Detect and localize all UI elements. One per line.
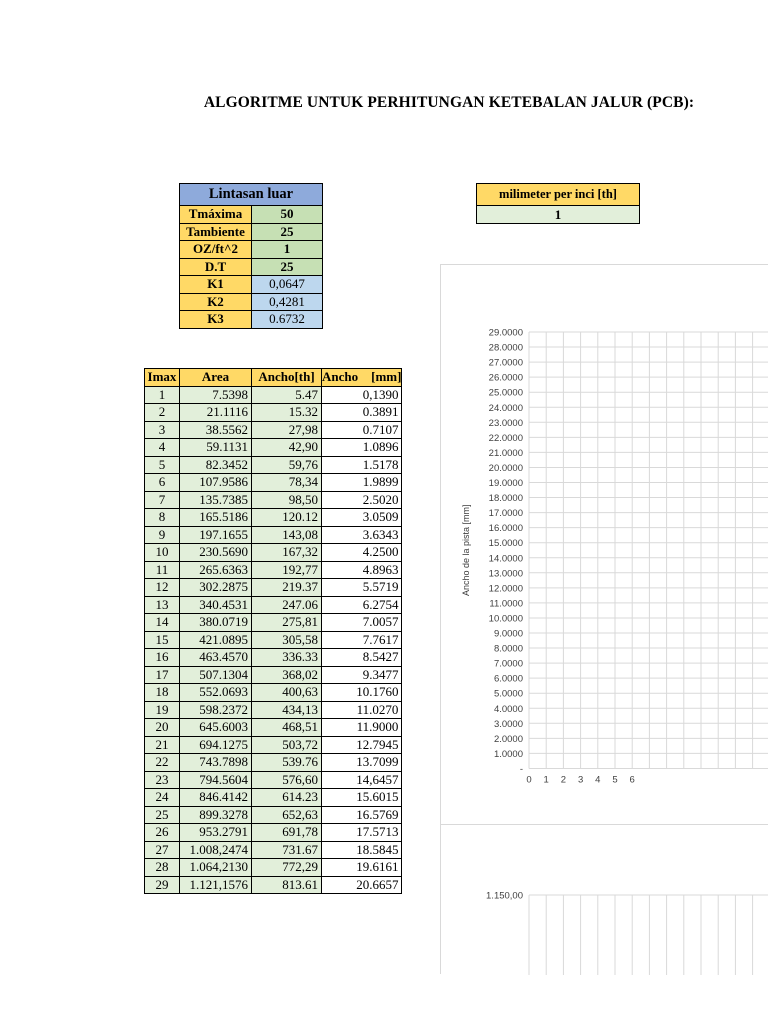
x-tick-label: 0 — [526, 774, 532, 786]
x-tick-label: 1 — [543, 774, 549, 786]
ancho-mm-cell[interactable]: 9.3477 — [322, 666, 402, 684]
table-row — [145, 841, 402, 859]
table-row — [145, 509, 402, 527]
chart-panel-width[interactable] — [440, 264, 768, 824]
param-label: K2 — [180, 293, 252, 311]
y-tick-label: 26.0000 — [488, 372, 523, 384]
ancho-th-cell[interactable]: 247.06 — [252, 596, 322, 614]
area-cell[interactable]: 1.064,2130 — [180, 859, 252, 877]
y-tick-label: 6.0000 — [493, 673, 523, 685]
param-row — [180, 276, 323, 294]
area-cell[interactable]: 1.008,2474 — [180, 841, 252, 859]
area-chart — [441, 825, 768, 975]
y-tick-label: 1.150,00 — [486, 890, 523, 902]
table-row — [145, 859, 402, 877]
y-tick-label: - — [519, 763, 523, 775]
area-cell[interactable]: 645.6003 — [180, 719, 252, 737]
ancho-mm-cell[interactable]: 13.7099 — [322, 754, 402, 772]
y-tick-label: 12.0000 — [488, 583, 523, 595]
param-value[interactable]: 25 — [252, 223, 323, 241]
area-cell[interactable]: 38.5562 — [180, 421, 252, 439]
param-value[interactable]: 1 — [252, 241, 323, 259]
table-row — [145, 439, 402, 457]
param-label: Tmáxima — [180, 206, 252, 224]
y-tick-label: 2.0000 — [493, 733, 523, 745]
table-row — [145, 526, 402, 544]
area-cell[interactable]: 7.5398 — [180, 386, 252, 404]
table-row — [145, 719, 402, 737]
ancho-mm-cell[interactable]: 1.9899 — [322, 474, 402, 492]
y-tick-label: 23.0000 — [488, 417, 523, 429]
ancho-mm-cell[interactable]: 11.9000 — [322, 719, 402, 737]
param-value[interactable]: 0,4281 — [252, 293, 323, 311]
ancho-mm-cell[interactable]: 3.6343 — [322, 526, 402, 544]
imax-cell[interactable]: 11 — [145, 561, 180, 579]
ancho-mm-cell[interactable]: 4.2500 — [322, 544, 402, 562]
table-row — [145, 474, 402, 492]
ancho-th-cell[interactable]: 614.23 — [252, 789, 322, 807]
area-cell[interactable]: 135.7385 — [180, 491, 252, 509]
y-tick-label: 1.0000 — [493, 748, 523, 760]
imax-cell[interactable]: 22 — [145, 754, 180, 772]
y-tick-label: 25.0000 — [488, 387, 523, 399]
imax-cell[interactable]: 14 — [145, 614, 180, 632]
mil-per-inch-value[interactable]: 1 — [477, 206, 640, 224]
imax-cell[interactable]: 24 — [145, 789, 180, 807]
y-tick-label: 14.0000 — [488, 553, 523, 565]
imax-cell[interactable]: 28 — [145, 859, 180, 877]
col-header-ancho-mm: Ancho [mm] — [322, 369, 402, 385]
table-row — [145, 579, 402, 597]
imax-cell[interactable]: 27 — [145, 841, 180, 859]
x-tick-label: 4 — [595, 774, 601, 786]
y-tick-label: 7.0000 — [493, 658, 523, 670]
imax-cell[interactable]: 2 — [145, 404, 180, 422]
y-tick-label: 29.0000 — [488, 327, 523, 339]
table-row — [145, 491, 402, 509]
ancho-mm-cell[interactable]: 15.6015 — [322, 789, 402, 807]
ancho-th-cell[interactable]: 576,60 — [252, 771, 322, 789]
imax-cell[interactable]: 1 — [145, 386, 180, 404]
table-row — [145, 386, 402, 404]
y-tick-label: 4.0000 — [493, 703, 523, 715]
ancho-th-cell[interactable]: 59,76 — [252, 456, 322, 474]
ancho-th-cell[interactable]: 120.12 — [252, 509, 322, 527]
table-row — [145, 824, 402, 842]
ancho-mm-cell[interactable]: 7.0057 — [322, 614, 402, 632]
table-row — [145, 666, 402, 684]
param-row — [180, 223, 323, 241]
imax-cell[interactable]: 5 — [145, 456, 180, 474]
imax-cell[interactable]: 23 — [145, 771, 180, 789]
imax-cell[interactable]: 12 — [145, 579, 180, 597]
trace-width-chart — [441, 265, 768, 825]
area-cell[interactable]: 552.0693 — [180, 684, 252, 702]
ancho-th-cell[interactable]: 368,02 — [252, 666, 322, 684]
param-row — [180, 241, 323, 259]
param-value[interactable]: 25 — [252, 258, 323, 276]
param-label: K3 — [180, 311, 252, 329]
area-cell[interactable]: 302.2875 — [180, 579, 252, 597]
y-tick-label: 13.0000 — [488, 568, 523, 580]
mil-per-inch-table — [476, 183, 640, 224]
x-tick-label: 2 — [560, 774, 567, 786]
area-cell[interactable]: 380.0719 — [180, 614, 252, 632]
ancho-mm-cell[interactable]: 3.0509 — [322, 509, 402, 527]
ancho-mm-cell[interactable]: 12.7945 — [322, 736, 402, 754]
ancho-th-cell[interactable]: 400,63 — [252, 684, 322, 702]
y-tick-label: 5.0000 — [493, 688, 523, 700]
table-row — [145, 684, 402, 702]
ancho-th-cell[interactable]: 143,08 — [252, 526, 322, 544]
mil-per-inch-header: milimeter per inci [th] — [477, 184, 640, 206]
param-value[interactable]: 0.6732 — [252, 311, 323, 329]
table-row — [145, 649, 402, 667]
y-tick-label: 20.0000 — [488, 462, 523, 474]
y-tick-label: 17.0000 — [488, 508, 523, 520]
ancho-th-cell[interactable]: 772,29 — [252, 859, 322, 877]
col-header-imax: Imax — [145, 369, 180, 387]
area-cell[interactable]: 1.121,1576 — [180, 876, 252, 894]
area-cell[interactable]: 598.2372 — [180, 701, 252, 719]
ancho-mm-cell[interactable]: 10.1760 — [322, 684, 402, 702]
ancho-mm-cell[interactable]: 8.5427 — [322, 649, 402, 667]
ancho-th-cell[interactable]: 15.32 — [252, 404, 322, 422]
area-cell[interactable]: 953.2791 — [180, 824, 252, 842]
area-cell[interactable]: 197.1655 — [180, 526, 252, 544]
table-row — [145, 789, 402, 807]
table-row — [145, 456, 402, 474]
table-row — [145, 614, 402, 632]
table-row — [145, 736, 402, 754]
ancho-mm-cell[interactable]: 19.6161 — [322, 859, 402, 877]
imax-cell[interactable]: 8 — [145, 509, 180, 527]
imax-cell[interactable]: 10 — [145, 544, 180, 562]
imax-cell[interactable]: 25 — [145, 806, 180, 824]
x-tick-label: 6 — [629, 774, 635, 786]
y-tick-label: 24.0000 — [488, 402, 523, 414]
ancho-mm-cell[interactable]: 0,1390 — [322, 386, 402, 404]
ancho-th-cell[interactable]: 42,90 — [252, 439, 322, 457]
imax-cell[interactable]: 16 — [145, 649, 180, 667]
y-tick-label: 27.0000 — [488, 357, 523, 369]
ancho-mm-cell[interactable]: 20.6657 — [322, 876, 402, 894]
area-cell[interactable]: 694.1275 — [180, 736, 252, 754]
y-axis-label: Ancho de la pista [mm] — [461, 504, 471, 596]
ancho-th-cell[interactable]: 539.76 — [252, 754, 322, 772]
area-cell[interactable]: 230.5690 — [180, 544, 252, 562]
y-tick-label: 28.0000 — [488, 342, 523, 354]
ancho-mm-cell[interactable]: 2.5020 — [322, 491, 402, 509]
x-tick-label: 3 — [577, 774, 584, 786]
table-row — [145, 754, 402, 772]
imax-cell[interactable]: 6 — [145, 474, 180, 492]
area-cell[interactable]: 340.4531 — [180, 596, 252, 614]
ancho-mm-cell[interactable]: 16.5769 — [322, 806, 402, 824]
area-cell[interactable]: 107.9586 — [180, 474, 252, 492]
param-label: D.T — [180, 258, 252, 276]
table-row — [145, 631, 402, 649]
ancho-th-cell[interactable]: 192,77 — [252, 561, 322, 579]
params-table — [179, 183, 323, 329]
ancho-th-cell[interactable]: 78,34 — [252, 474, 322, 492]
params-header: Lintasan luar — [180, 184, 323, 206]
param-value[interactable]: 0,0647 — [252, 276, 323, 294]
imax-cell[interactable]: 9 — [145, 526, 180, 544]
ancho-th-cell[interactable]: 731.67 — [252, 841, 322, 859]
ancho-mm-cell[interactable]: 14,6457 — [322, 771, 402, 789]
ancho-th-cell[interactable]: 27,98 — [252, 421, 322, 439]
ancho-th-cell[interactable]: 275,81 — [252, 614, 322, 632]
param-row — [180, 206, 323, 224]
area-cell[interactable]: 82.3452 — [180, 456, 252, 474]
imax-cell[interactable]: 7 — [145, 491, 180, 509]
param-row — [180, 311, 323, 329]
param-label: Tambiente — [180, 223, 252, 241]
param-label: K1 — [180, 276, 252, 294]
imax-cell[interactable]: 18 — [145, 684, 180, 702]
ancho-th-cell[interactable]: 813.61 — [252, 876, 322, 894]
chart-panel-area[interactable] — [440, 824, 768, 974]
area-cell[interactable]: 421.0895 — [180, 631, 252, 649]
area-cell[interactable]: 846.4142 — [180, 789, 252, 807]
param-label: OZ/ft^2 — [180, 241, 252, 259]
ancho-mm-cell[interactable]: 0.3891 — [322, 404, 402, 422]
ancho-mm-cell[interactable]: 5.5719 — [322, 579, 402, 597]
area-cell[interactable]: 507.1304 — [180, 666, 252, 684]
imax-cell[interactable]: 17 — [145, 666, 180, 684]
imax-cell[interactable]: 20 — [145, 719, 180, 737]
ancho-mm-cell[interactable]: 0.7107 — [322, 421, 402, 439]
page-title: ALGORITME UNTUK PERHITUNGAN KETEBALAN JALUR (PCB): — [203, 94, 695, 111]
area-cell[interactable]: 743.7898 — [180, 754, 252, 772]
ancho-mm-cell[interactable]: 7.7617 — [322, 631, 402, 649]
ancho-th-cell[interactable]: 336.33 — [252, 649, 322, 667]
x-tick-label: 5 — [612, 774, 618, 786]
imax-cell[interactable]: 4 — [145, 439, 180, 457]
col-header-ancho-th: Ancho[th] — [252, 369, 322, 387]
ancho-th-cell[interactable]: 691,78 — [252, 824, 322, 842]
imax-cell[interactable]: 13 — [145, 596, 180, 614]
param-row — [180, 258, 323, 276]
col-header-area: Area — [180, 369, 252, 387]
ancho-th-cell[interactable]: 652,63 — [252, 806, 322, 824]
ancho-mm-cell[interactable]: 1.5178 — [322, 456, 402, 474]
ancho-mm-cell[interactable]: 1.0896 — [322, 439, 402, 457]
area-cell[interactable]: 265.6363 — [180, 561, 252, 579]
param-row — [180, 293, 323, 311]
y-tick-label: 3.0000 — [493, 718, 523, 730]
ancho-th-cell[interactable]: 468,51 — [252, 719, 322, 737]
area-cell[interactable]: 899.3278 — [180, 806, 252, 824]
area-cell[interactable]: 165.5186 — [180, 509, 252, 527]
area-cell[interactable]: 59.1131 — [180, 439, 252, 457]
area-cell[interactable]: 794.5604 — [180, 771, 252, 789]
table-row — [145, 876, 402, 894]
table-row — [145, 561, 402, 579]
imax-cell[interactable]: 21 — [145, 736, 180, 754]
table-row — [145, 404, 402, 422]
y-tick-label: 21.0000 — [488, 447, 523, 459]
ancho-mm-cell[interactable]: 11.0270 — [322, 701, 402, 719]
ancho-th-cell[interactable]: 5.47 — [252, 386, 322, 404]
area-cell[interactable]: 463.4570 — [180, 649, 252, 667]
ancho-th-cell[interactable]: 167,32 — [252, 544, 322, 562]
ancho-th-cell[interactable]: 219.37 — [252, 579, 322, 597]
y-tick-label: 16.0000 — [488, 523, 523, 535]
area-cell[interactable]: 21.1116 — [180, 404, 252, 422]
data-table — [144, 368, 402, 894]
imax-cell[interactable]: 19 — [145, 701, 180, 719]
imax-cell[interactable]: 15 — [145, 631, 180, 649]
ancho-mm-cell[interactable]: 17.5713 — [322, 824, 402, 842]
ancho-th-cell[interactable]: 98,50 — [252, 491, 322, 509]
ancho-th-cell[interactable]: 434,13 — [252, 701, 322, 719]
table-row — [145, 701, 402, 719]
table-row — [145, 544, 402, 562]
ancho-mm-cell[interactable]: 18.5845 — [322, 841, 402, 859]
y-tick-label: 22.0000 — [488, 432, 523, 444]
table-row — [145, 421, 402, 439]
imax-cell[interactable]: 26 — [145, 824, 180, 842]
y-tick-label: 15.0000 — [488, 538, 523, 550]
y-tick-label: 19.0000 — [488, 478, 523, 489]
y-tick-label: 9.0000 — [493, 628, 523, 640]
y-tick-label: 8.0000 — [493, 643, 523, 655]
param-value[interactable]: 50 — [252, 206, 323, 224]
table-row — [145, 806, 402, 824]
y-tick-label: 18.0000 — [488, 493, 523, 505]
y-tick-label: 10.0000 — [488, 613, 523, 625]
ancho-mm-cell[interactable]: 6.2754 — [322, 596, 402, 614]
ancho-th-cell[interactable]: 305,58 — [252, 631, 322, 649]
table-row — [145, 596, 402, 614]
y-tick-label: 11.0000 — [489, 598, 523, 610]
ancho-th-cell[interactable]: 503,72 — [252, 736, 322, 754]
table-row — [145, 771, 402, 789]
imax-cell[interactable]: 3 — [145, 421, 180, 439]
ancho-mm-cell[interactable]: 4.8963 — [322, 561, 402, 579]
imax-cell[interactable]: 29 — [145, 876, 180, 894]
